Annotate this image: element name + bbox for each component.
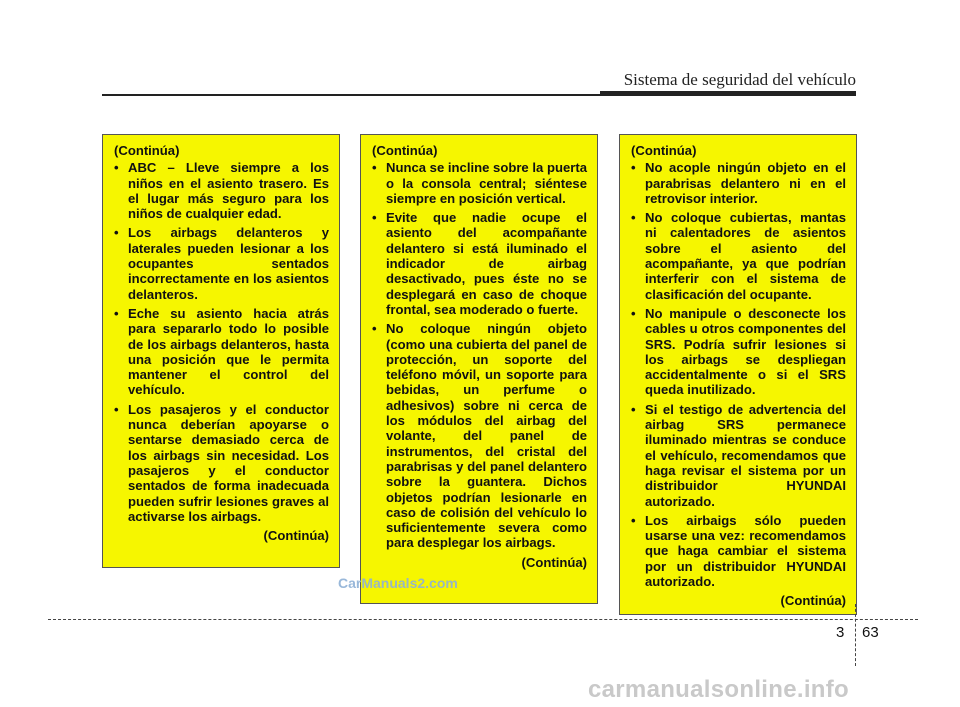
list-item: • Nunca se incline sobre la puerta o la consola central; siéntese siempre en posición vertical. (372, 160, 587, 206)
page-number: 63 (862, 624, 879, 641)
list-item: • Si el testigo de advertencia del airbag SRS permanece iluminado mientras se conduce el vehículo, recomendamos que haga revisar el sistema por un distribuidor HYUNDAI autorizado. (631, 402, 846, 509)
list-item: • Evite que nadie ocupe el asiento del acompañante delantero si está iluminado el indicador de airbag desactivado, pues éste no se desplegará en caso de choque frontal, sea moderado o fuerte. (372, 210, 587, 317)
list-item: • ABC – Lleve siempre a los niños en el asiento trasero. Es el lugar más seguro para los niños de cualquier edad. (114, 160, 329, 221)
list-item: • No coloque cubiertas, mantas ni calentadores de asientos sobre el asiento del acompañante, ya que podrían interferir con el sistema de clasificación del ocupante. (631, 210, 846, 302)
list-item: • Los pasajeros y el conductor nunca deberían apoyarse o sentarse demasiado cerca de los airbags sin necesidad. Los pasajeros y el conductor sentados de forma inadecuada pueden sufrir lesiones graves al activarse los airbags. (114, 402, 329, 524)
warning-box-3 (619, 134, 857, 615)
list-item: • No acople ningún objeto en el parabrisas delantero ni en el retrovisor interior. (631, 160, 846, 206)
page-number-divider (855, 604, 856, 666)
warning-list (114, 160, 329, 524)
footer-divider (48, 619, 918, 620)
list-item: • Eche su asiento hacia atrás para separarlo todo lo posible de los airbags delanteros, hasta una posición que le permita mantener el control del vehículo. (114, 306, 329, 398)
header-rule-accent (600, 91, 856, 96)
header-title: Sistema de seguridad del vehículo (623, 70, 856, 89)
continued-label-bottom: (Continúa) (263, 528, 329, 544)
list-item: • No manipule o desconecte los cables u otros componentes del SRS. Podría sufrir lesiones si los airbags se despliegan accidentalmente o si el SRS queda inutilizado. (631, 306, 846, 398)
continued-label-top: (Continúa) (114, 143, 180, 158)
list-item: • Los airbaigs sólo pueden usarse una vez: recomendamos que haga cambiar el sistema por un distribuidor HYUNDAI autorizado. (631, 513, 846, 589)
chapter-number: 3 (836, 624, 845, 641)
warning-list (372, 160, 587, 550)
warning-box-1 (102, 134, 340, 568)
continued-label-top: (Continúa) (631, 143, 697, 158)
continued-label-bottom: (Continúa) (521, 554, 587, 570)
continued-label-top: (Continúa) (372, 143, 438, 158)
list-item: • Los airbags delanteros y laterales pueden lesionar a los ocupantes sentados incorrectamente en los asientos delanteros. (114, 225, 329, 301)
continued-label-bottom: (Continúa) (780, 593, 846, 609)
warning-list (631, 160, 846, 589)
list-item: • No coloque ningún objeto (como una cubierta del panel de protección, un soporte del teléfono móvil, un soporte para bebidas, un perfume o adhesivos) sobre ni cerca de los módulos del airbag del volante, del panel de instrumentos, del cristal del parabrisas y del panel delantero sobre la guantera. Dichos objetos podrían lesionarle en caso de colisión del vehículo lo suficientemente severa como para desplegar los airbags. (372, 321, 587, 550)
watermark-text: carmanualsonline.info (588, 676, 850, 703)
watermark-link[interactable]: CarManuals2.com (338, 575, 458, 591)
warning-box-2 (360, 134, 598, 604)
